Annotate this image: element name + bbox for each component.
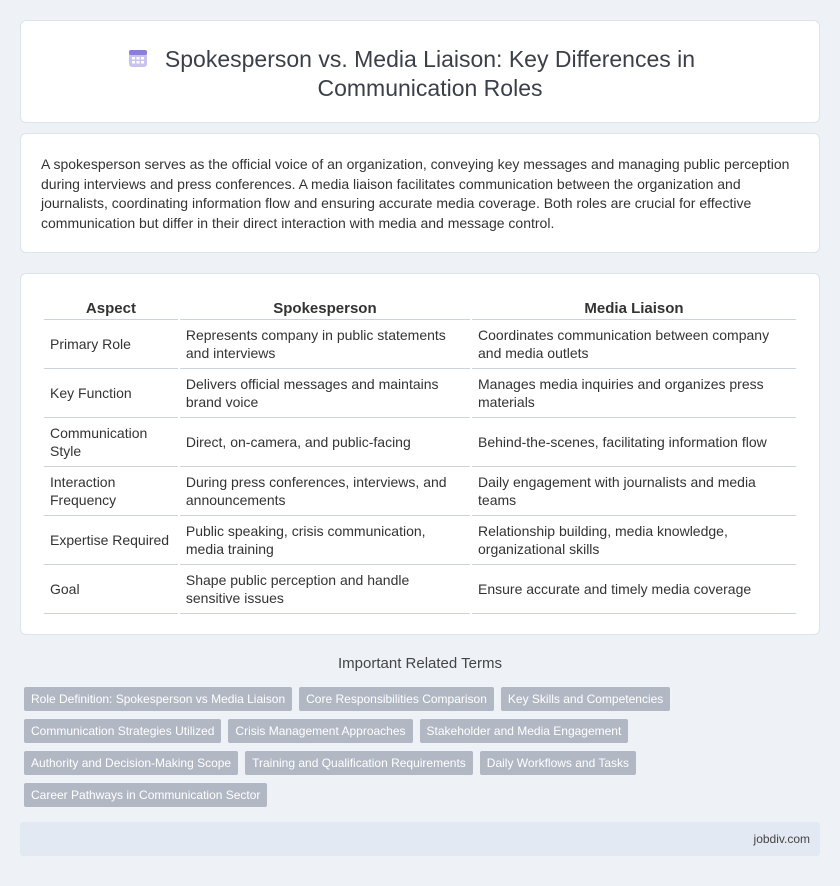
row-media-liaison: Behind-the-scenes, facilitating information flow [472,418,796,467]
row-spokesperson: Shape public perception and handle sensitive issues [180,565,470,614]
table-header-row [44,296,796,320]
row-aspect: Key Function [44,369,178,418]
related-term-tag[interactable]: Role Definition: Spokesperson vs Media Liaison [24,687,292,711]
row-aspect: Expertise Required [44,516,178,565]
row-spokesperson: Public speaking, crisis communication, media training [180,516,470,565]
related-term-tag[interactable]: Key Skills and Competencies [501,687,670,711]
row-spokesperson: Represents company in public statements and interviews [180,320,470,369]
table-row [44,516,796,565]
header-aspect: Aspect [44,296,178,320]
related-terms-title: Important Related Terms [338,655,502,672]
table-row [44,467,796,516]
row-aspect: Goal [44,565,178,614]
related-term-tag[interactable]: Stakeholder and Media Engagement [420,719,629,743]
row-media-liaison: Relationship building, media knowledge, organizational skills [472,516,796,565]
intro-card [20,133,820,253]
table-row [44,565,796,614]
related-term-tag[interactable]: Authority and Decision-Making Scope [24,751,238,775]
row-media-liaison: Coordinates communication between company and media outlets [472,320,796,369]
comparison-table-card [20,273,820,635]
table-row [44,320,796,369]
row-spokesperson: During press conferences, interviews, and announcements [180,467,470,516]
row-media-liaison: Daily engagement with journalists and media teams [472,467,796,516]
intro-paragraph: A spokesperson serves as the official voice of an organization, conveying key messages and managing public perception during interviews and press conferences. A media liaison facilitates communication between the organization and journalists, coordinating information flow and ensuring accurate media coverage. Both roles are crucial for effective communication but differ in their direct interaction with media and message control. [41,156,790,231]
table-row [44,418,796,467]
row-media-liaison: Manages media inquiries and organizes press materials [472,369,796,418]
footer-site-link[interactable]: jobdiv.com [753,832,810,846]
row-aspect: Primary Role [44,320,178,369]
comparison-table [42,296,798,614]
related-term-tag[interactable]: Daily Workflows and Tasks [480,751,636,775]
row-spokesperson: Delivers official messages and maintains brand voice [180,369,470,418]
related-terms-tags [24,687,814,807]
title-card [20,20,820,123]
related-term-tag[interactable]: Training and Qualification Requirements [245,751,473,775]
header-media-liaison: Media Liaison [472,296,796,320]
related-term-tag[interactable]: Core Responsibilities Comparison [299,687,494,711]
row-aspect: Communication Style [44,418,178,467]
row-aspect: Interaction Frequency [44,467,178,516]
related-term-tag[interactable]: Crisis Management Approaches [228,719,412,743]
table-row [44,369,796,418]
related-term-tag[interactable]: Communication Strategies Utilized [24,719,221,743]
footer [20,822,820,856]
header-spokesperson: Spokesperson [180,296,470,320]
related-term-tag[interactable]: Career Pathways in Communication Sector [24,783,267,807]
row-media-liaison: Ensure accurate and timely media coverage [472,565,796,614]
row-spokesperson: Direct, on-camera, and public-facing [180,418,470,467]
page-title: Spokesperson vs. Media Liaison: Key Differences in Communication Roles [164,46,696,101]
